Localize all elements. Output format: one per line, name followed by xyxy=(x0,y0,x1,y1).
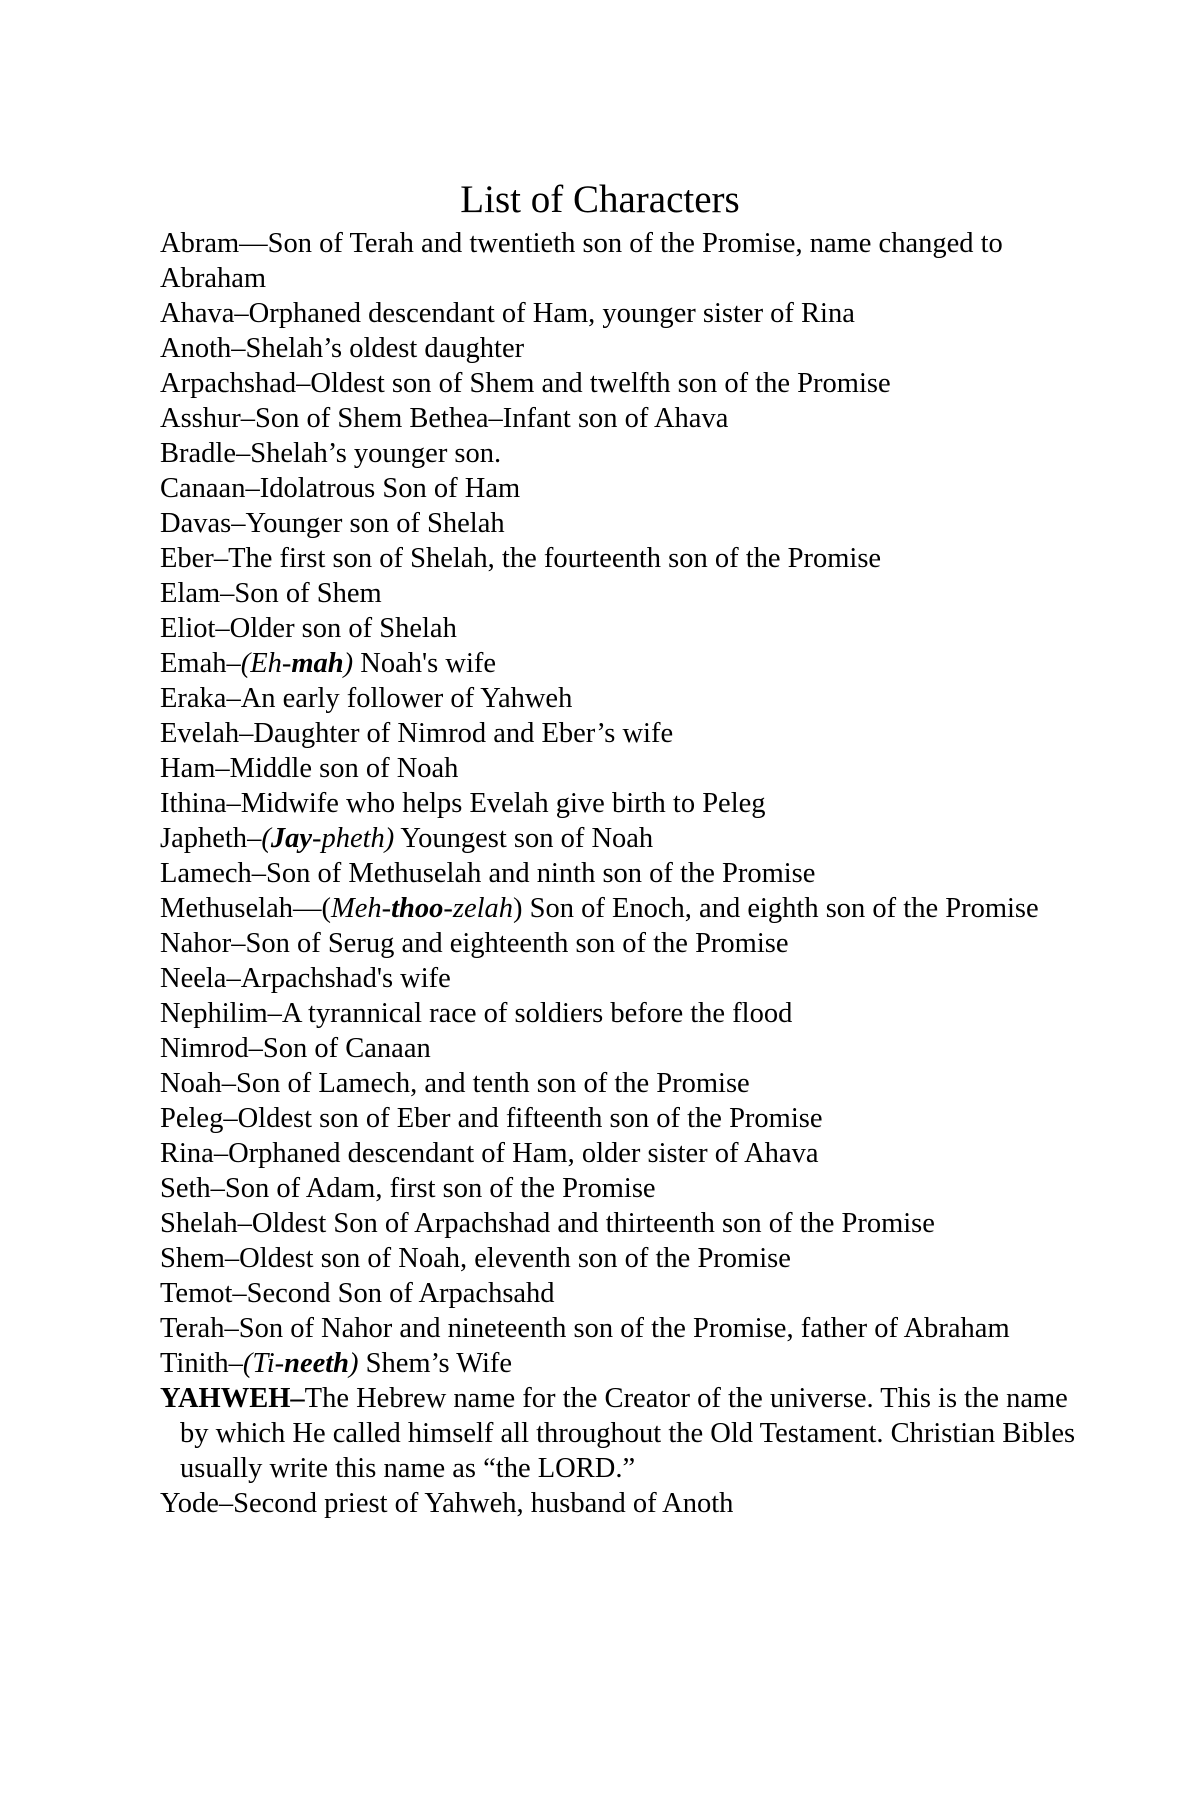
character-entry xyxy=(160,891,1085,926)
entry-separator: – xyxy=(251,858,267,889)
pronunciation-open: (Ti- xyxy=(242,1348,285,1379)
character-name: Eraka xyxy=(160,683,227,714)
entry-separator: – xyxy=(234,298,249,329)
character-description: Orphaned descendant of Ham, older sister of Ahava xyxy=(228,1138,819,1169)
pronunciation-close: ) xyxy=(349,1348,359,1379)
character-entry xyxy=(160,506,1085,541)
character-name: Arpachshad xyxy=(160,368,297,399)
character-entry xyxy=(160,436,1085,471)
character-description: Orphaned descendant of Ham, younger sister of Rina xyxy=(248,298,855,329)
character-entry xyxy=(160,1311,1085,1346)
character-entry xyxy=(160,366,1085,401)
character-entry xyxy=(160,1066,1085,1101)
character-entry xyxy=(160,681,1085,716)
entry-separator: – xyxy=(235,438,251,469)
entry-separator: – xyxy=(228,1348,243,1379)
entry-separator: – xyxy=(290,1383,305,1414)
character-description: Daughter of Nimrod and Eber’s wife xyxy=(253,718,674,749)
character-entry xyxy=(160,821,1085,856)
entry-separator: – xyxy=(231,333,246,364)
entry-separator: – xyxy=(240,403,256,434)
character-name: Rina xyxy=(160,1138,214,1169)
character-description: Son of Methuselah and ninth son of the Promise xyxy=(266,858,816,889)
character-entry xyxy=(160,1346,1085,1381)
entry-separator: – xyxy=(224,1243,240,1274)
character-description: Second priest of Yahweh, husband of Anoth xyxy=(233,1488,734,1519)
character-name: Tinith xyxy=(160,1348,229,1379)
character-entry xyxy=(160,611,1085,646)
character-description: Middle son of Noah xyxy=(229,753,459,784)
character-name: Lamech xyxy=(160,858,252,889)
character-description: Son of Canaan xyxy=(262,1033,431,1064)
character-description: Son of Shem Bethea–Infant son of Ahava xyxy=(255,403,729,434)
character-name: Seth xyxy=(160,1173,211,1204)
character-name: Nimrod xyxy=(160,1033,249,1064)
character-list xyxy=(160,226,1085,1521)
character-entry xyxy=(160,1206,1085,1241)
character-name: Abram xyxy=(160,228,240,259)
character-description: Oldest son of Eber and fifteenth son of the Promise xyxy=(237,1103,823,1134)
character-name: Shelah xyxy=(160,1208,238,1239)
entry-separator: —( xyxy=(292,893,331,924)
entry-separator: – xyxy=(226,648,241,679)
pronunciation-stress: thoo xyxy=(391,893,444,924)
entry-separator: – xyxy=(215,753,230,784)
character-entry xyxy=(160,541,1085,576)
pronunciation-open: (Eh- xyxy=(240,648,292,679)
entry-separator: – xyxy=(210,1173,225,1204)
entry-separator: – xyxy=(296,368,311,399)
character-name: Shem xyxy=(160,1243,225,1274)
character-entry xyxy=(160,926,1085,961)
entry-separator: – xyxy=(220,578,235,609)
entry-separator: – xyxy=(215,613,230,644)
entry-separator: – xyxy=(231,508,246,539)
character-description: Son of Shem xyxy=(234,578,382,609)
character-name: Ham xyxy=(160,753,216,784)
entry-separator: – xyxy=(226,963,241,994)
entry-separator: – xyxy=(226,683,241,714)
entry-separator: – xyxy=(237,1208,252,1239)
character-entry xyxy=(160,576,1085,611)
character-description: An early follower of Yahweh xyxy=(240,683,573,714)
character-name: Noah xyxy=(160,1068,222,1099)
character-entry xyxy=(160,401,1085,436)
character-name: Asshur xyxy=(160,403,241,434)
character-description: Younger son of Shelah xyxy=(245,508,505,539)
entry-separator: – xyxy=(267,998,282,1029)
character-entry xyxy=(160,996,1085,1031)
character-description: The Hebrew name for the Creator of the universe. This is the name by which He called himself all throughout the Old Testament. Christian Bibles usually write this name as “the LORD.” xyxy=(180,1383,1076,1484)
character-description: ) Son of Enoch, and eighth son of the Promise xyxy=(513,893,1039,924)
entry-separator: – xyxy=(226,788,241,819)
entry-separator: – xyxy=(248,1033,263,1064)
entry-separator: – xyxy=(213,543,229,574)
pronunciation-close: ) xyxy=(343,648,354,679)
character-description: Shem’s Wife xyxy=(358,1348,513,1379)
pronunciation-stress: neeth xyxy=(284,1348,350,1379)
character-description: A tyrannical race of soldiers before the flood xyxy=(281,998,793,1029)
character-entry xyxy=(160,646,1085,681)
character-description: Second Son of Arpachsahd xyxy=(246,1278,555,1309)
character-name: Evelah xyxy=(160,718,240,749)
entry-separator: – xyxy=(231,928,246,959)
character-entry xyxy=(160,296,1085,331)
character-name: Bradle xyxy=(160,438,236,469)
character-entry xyxy=(160,1171,1085,1206)
pronunciation-stress: Jay xyxy=(270,823,312,854)
character-entry xyxy=(160,1486,1085,1521)
pronunciation xyxy=(243,1348,359,1379)
character-name: Ahava xyxy=(160,298,235,329)
character-name: Eber xyxy=(160,543,214,574)
character-description: Arpachshad's wife xyxy=(240,963,451,994)
character-entry xyxy=(160,1031,1085,1066)
character-description: The first son of Shelah, the fourteenth son of the Promise xyxy=(228,543,882,574)
character-entry xyxy=(160,751,1085,786)
pronunciation-open: ( xyxy=(261,823,271,854)
character-description: Midwife who helps Evelah give birth to Peleg xyxy=(240,788,766,819)
character-name: Methuselah xyxy=(160,893,293,924)
entry-separator: – xyxy=(224,1313,239,1344)
character-description: Oldest son of Noah, eleventh son of the Promise xyxy=(239,1243,791,1274)
character-entry xyxy=(160,1381,1085,1486)
character-name: Emah xyxy=(160,648,227,679)
character-entry xyxy=(160,1276,1085,1311)
character-description: Shelah’s younger son. xyxy=(250,438,502,469)
character-description: Son of Lamech, and tenth son of the Promise xyxy=(235,1068,750,1099)
character-description: Son of Adam, first son of the Promise xyxy=(224,1173,656,1204)
character-entry xyxy=(160,1136,1085,1171)
character-name: Temot xyxy=(160,1278,233,1309)
entry-separator: – xyxy=(245,473,260,504)
character-name: YAHWEH xyxy=(160,1383,291,1414)
character-description: Son of Terah and twentieth son of the Promise, name changed to Abraham xyxy=(160,228,1003,294)
pronunciation xyxy=(241,648,353,679)
character-name: Nahor xyxy=(160,928,232,959)
character-entry xyxy=(160,961,1085,996)
character-entry xyxy=(160,331,1085,366)
character-name: Elam xyxy=(160,578,221,609)
pronunciation-open: Meh- xyxy=(330,893,392,924)
character-entry xyxy=(160,1241,1085,1276)
character-name: Neela xyxy=(160,963,227,994)
character-entry xyxy=(160,716,1085,751)
character-name: Japheth xyxy=(160,823,248,854)
character-description: Son of Serug and eighteenth son of the Promise xyxy=(245,928,789,959)
character-name: Nephilim xyxy=(160,998,268,1029)
character-name: Yode xyxy=(160,1488,219,1519)
character-description: Shelah’s oldest daughter xyxy=(245,333,525,364)
entry-separator: — xyxy=(239,228,268,259)
character-name: Ithina xyxy=(160,788,227,819)
character-name: Peleg xyxy=(160,1103,224,1134)
entry-separator: – xyxy=(239,718,254,749)
entry-separator: – xyxy=(218,1488,234,1519)
page-title: List of Characters xyxy=(460,178,740,221)
character-entry xyxy=(160,786,1085,821)
character-entry xyxy=(160,856,1085,891)
entry-separator: – xyxy=(213,1138,229,1169)
character-description: Son of Nahor and nineteenth son of the Promise, father of Abraham xyxy=(238,1313,1010,1344)
pronunciation-close: -pheth) xyxy=(311,823,395,854)
entry-separator: – xyxy=(247,823,262,854)
entry-separator: – xyxy=(221,1068,236,1099)
character-description: Idolatrous Son of Ham xyxy=(259,473,521,504)
character-name: Canaan xyxy=(160,473,246,504)
character-name: Terah xyxy=(160,1313,225,1344)
character-description: Older son of Shelah xyxy=(229,613,457,644)
character-entry xyxy=(160,1101,1085,1136)
entry-separator: – xyxy=(223,1103,238,1134)
pronunciation xyxy=(331,893,513,924)
character-entry xyxy=(160,471,1085,506)
character-name: Eliot xyxy=(160,613,216,644)
pronunciation-close: -zelah xyxy=(443,893,514,924)
character-description: Oldest son of Shem and twelfth son of the Promise xyxy=(310,368,891,399)
pronunciation-stress: mah xyxy=(291,648,344,679)
character-description: Noah's wife xyxy=(353,648,497,679)
pronunciation xyxy=(261,823,394,854)
character-description: Youngest son of Noah xyxy=(394,823,654,854)
character-entry xyxy=(160,226,1085,296)
character-description: Oldest Son of Arpachshad and thirteenth son of the Promise xyxy=(251,1208,935,1239)
character-name: Davas xyxy=(160,508,232,539)
character-name: Anoth xyxy=(160,333,232,364)
entry-separator: – xyxy=(232,1278,247,1309)
